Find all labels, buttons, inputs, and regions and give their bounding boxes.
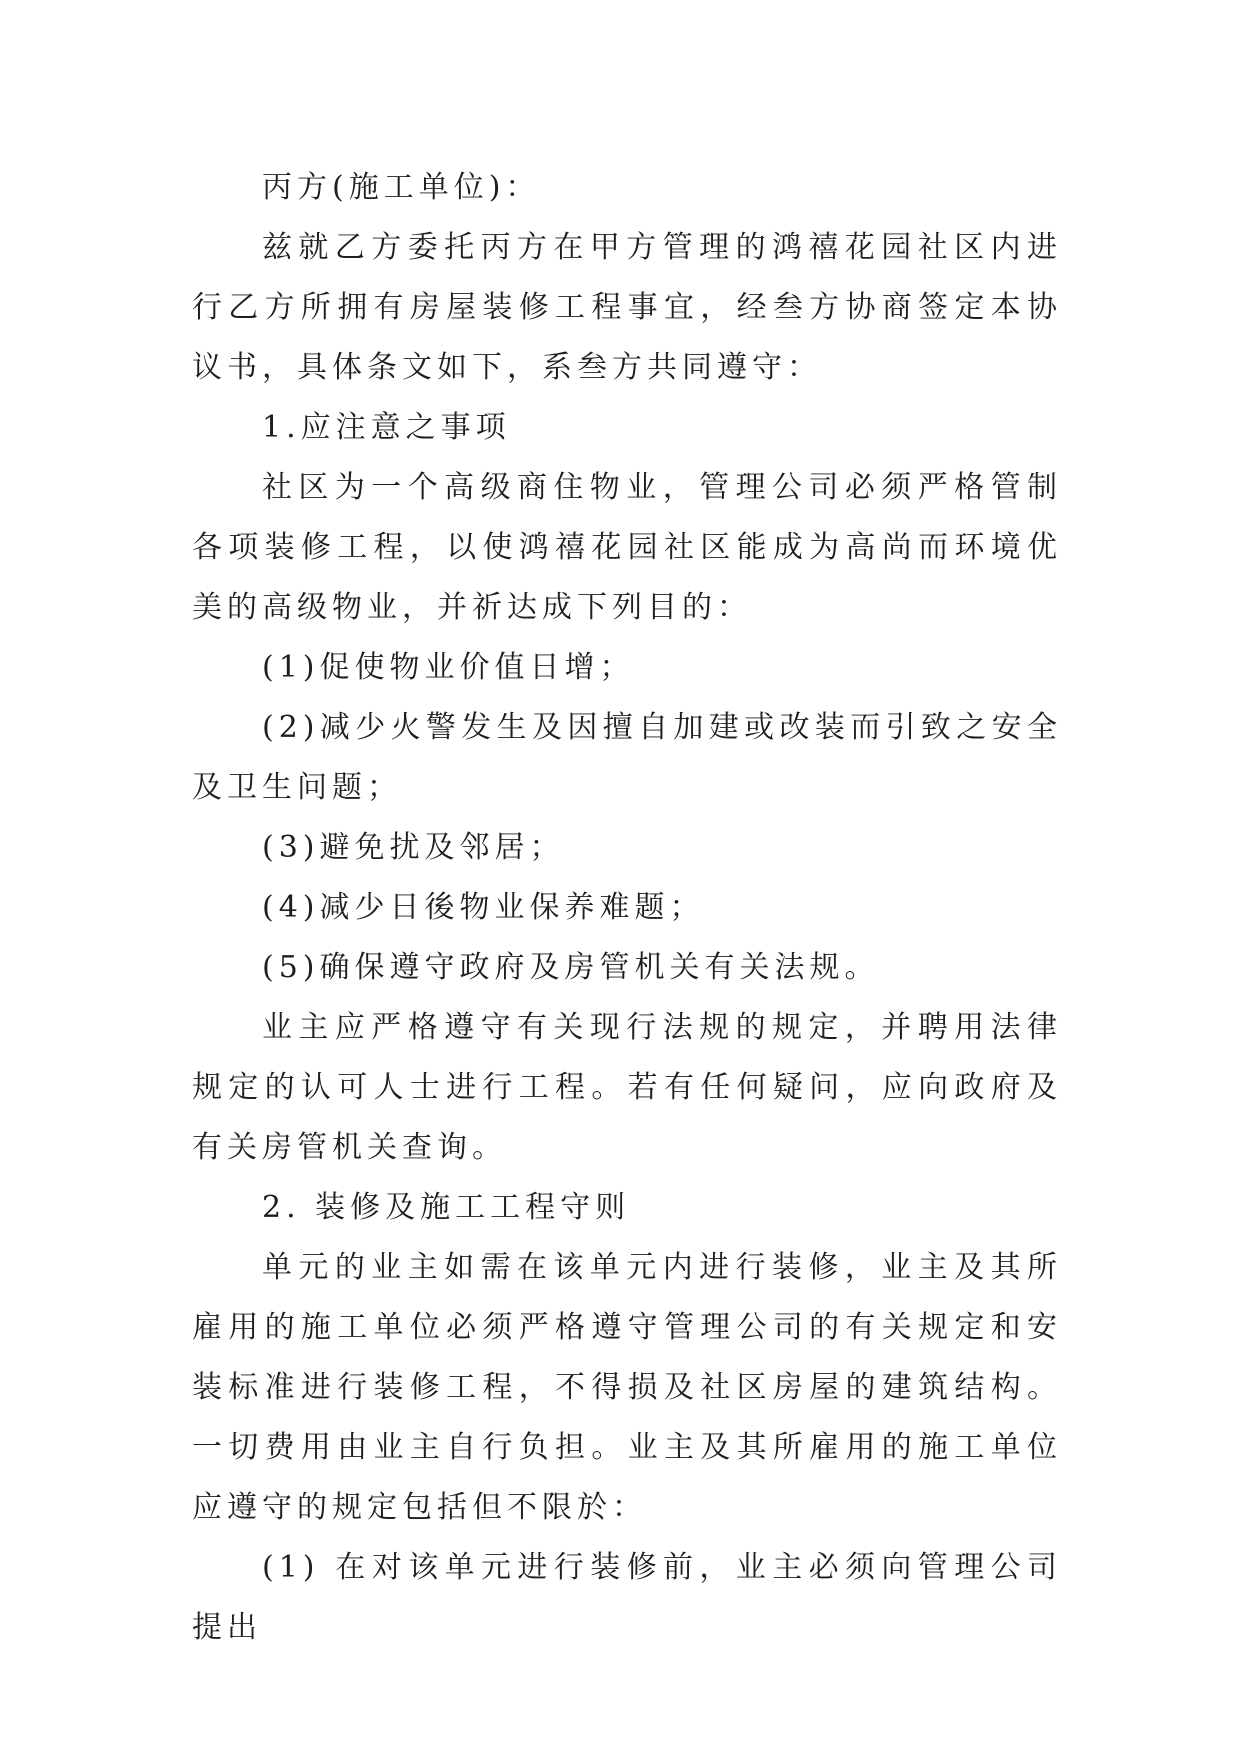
section-2-paragraph: 单元的业主如需在该单元内进行装修，业主及其所雇用的施工单位必须严格遵守管理公司的有关规定和安装标准进行装修工程，不得损及社区房屋的建筑结构。一切费用由业主自行负担。业主及其所雇用的施工单位应遵守的规定包括但不限於： bbox=[192, 1250, 1062, 1525]
section-2-item-1: (1) 在对该单元进行装修前，业主必须向管理公司提出 bbox=[192, 1550, 1062, 1645]
section-1-paragraph: 社区为一个高级商住物业，管理公司必须严格管制各项装修工程，以使鸿禧花园社区能成为高尚而环境优美的高级物业，并祈达成下列目的： bbox=[192, 470, 1062, 625]
intro-paragraph: 兹就乙方委托丙方在甲方管理的鸿禧花园社区内进行乙方所拥有房屋装修工程事宜，经叁方协商签定本协议书，具体条文如下，系叁方共同遵守： bbox=[192, 230, 1062, 385]
document-body bbox=[192, 158, 1062, 1658]
list-item-3: (3)避免扰及邻居； bbox=[262, 830, 565, 865]
owner-compliance-paragraph: 业主应严格遵守有关现行法规的规定，并聘用法律规定的认可人士进行工程。若有任何疑问，应向政府及有关房管机关查询。 bbox=[192, 1010, 1062, 1165]
section-2-heading: 2. 装修及施工工程守则 bbox=[262, 1190, 631, 1225]
list-item-5: (5)确保遵守政府及房管机关有关法规。 bbox=[262, 950, 880, 985]
party-c-label: 丙方(施工单位)： bbox=[262, 170, 541, 205]
list-item-2: (2)减少火警发生及因擅自加建或改装而引致之安全及卫生问题； bbox=[192, 710, 1062, 805]
list-item-1: (1)促使物业价值日增； bbox=[262, 650, 635, 685]
list-item-4: (4)减少日後物业保养难题； bbox=[262, 890, 705, 925]
section-1-heading: 1.应注意之事项 bbox=[262, 410, 511, 445]
